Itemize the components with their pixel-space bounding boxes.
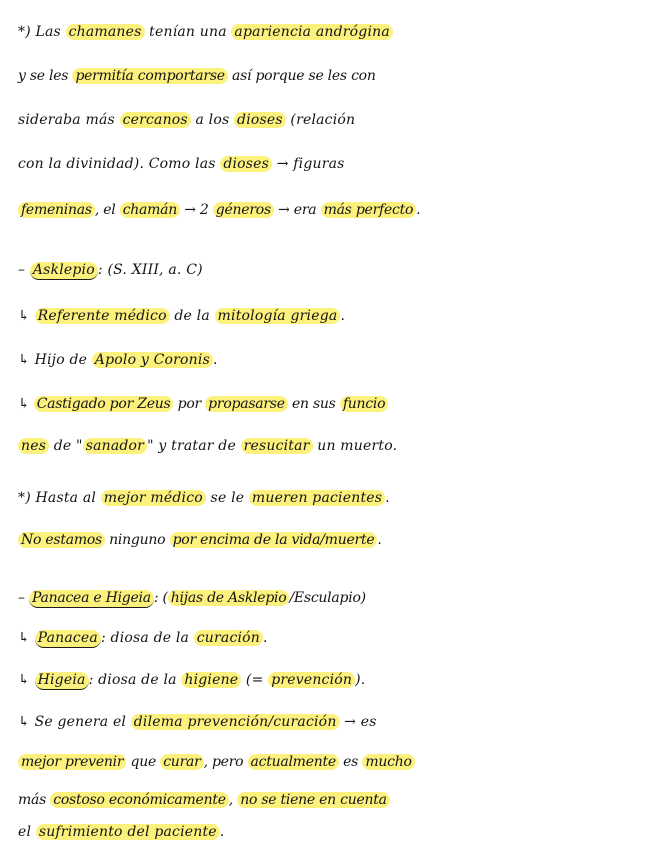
section-heading-asklepio bbox=[18, 250, 646, 290]
note-text: ↳ bbox=[18, 630, 35, 646]
note-text: , el bbox=[94, 202, 120, 218]
note-line bbox=[18, 296, 646, 336]
note-text: ↳ bbox=[18, 396, 34, 412]
highlighted-text: mejor prevenir bbox=[18, 754, 126, 770]
highlighted-text: chamán bbox=[120, 202, 180, 218]
highlighted-text: curación bbox=[194, 630, 263, 646]
note-text: ninguno bbox=[104, 532, 170, 548]
note-text: en sus bbox=[287, 396, 340, 412]
highlighted-text: no se tiene en cuenta bbox=[237, 792, 390, 808]
note-text: el bbox=[18, 824, 36, 840]
note-text: . bbox=[263, 630, 268, 646]
note-text: . bbox=[340, 308, 346, 324]
note-text: se le bbox=[205, 490, 249, 506]
note-line bbox=[18, 618, 646, 658]
note-text: que bbox=[126, 754, 161, 770]
note-text: → figuras bbox=[272, 156, 345, 172]
highlighted-text: sufrimiento del paciente bbox=[36, 824, 220, 840]
note-text: ↳ bbox=[18, 672, 35, 688]
highlighted-text: dioses bbox=[220, 156, 272, 172]
highlighted-text: costoso económicamente bbox=[50, 792, 229, 808]
note-text: es bbox=[338, 754, 363, 770]
highlighted-text: femeninas bbox=[18, 202, 95, 218]
note-text: /Esculapio) bbox=[289, 590, 366, 606]
note-text: tenían una bbox=[144, 24, 232, 40]
highlighted-text: dilema prevención/curación bbox=[131, 714, 340, 730]
note-text: de " bbox=[49, 438, 83, 454]
note-line bbox=[18, 478, 646, 518]
highlighted-text: mitología griega bbox=[215, 308, 341, 324]
note-line bbox=[18, 426, 646, 466]
note-line bbox=[18, 56, 646, 96]
highlighted-text: más perfecto bbox=[321, 202, 417, 218]
note-line bbox=[18, 520, 646, 560]
note-text: más bbox=[18, 792, 51, 808]
highlighted-text: nes bbox=[18, 438, 49, 454]
highlighted-text: permitía comportarse bbox=[72, 68, 227, 84]
note-text: ). bbox=[355, 672, 366, 688]
highlighted-text: higiene bbox=[181, 672, 241, 688]
section-heading-panacea-higeia bbox=[18, 578, 646, 618]
note-text: de la bbox=[169, 308, 215, 324]
note-text: . bbox=[416, 202, 421, 218]
note-line bbox=[18, 702, 646, 742]
highlighted-text: funcio bbox=[340, 396, 388, 412]
note-text: y se les bbox=[18, 68, 73, 84]
highlighted-text: mejor médico bbox=[101, 490, 206, 506]
highlighted-text: dioses bbox=[234, 112, 286, 128]
highlighted-text: propasarse bbox=[205, 396, 288, 412]
underlined-term: Panacea e Higeia bbox=[29, 590, 154, 608]
highlighted-text: prevención bbox=[268, 672, 355, 688]
note-text: por bbox=[173, 396, 206, 412]
note-line bbox=[18, 100, 646, 140]
note-text: *) Hasta al bbox=[18, 490, 101, 506]
note-line bbox=[18, 812, 646, 852]
highlighted-text: Apolo y Coronis bbox=[92, 352, 213, 368]
highlighted-text: hijas de Asklepio bbox=[168, 590, 290, 606]
note-text: . bbox=[212, 352, 218, 368]
note-text: " y tratar de bbox=[147, 438, 241, 454]
note-text: con la divinidad). Como las bbox=[18, 156, 221, 172]
note-text: ↳ bbox=[18, 308, 35, 324]
highlighted-text: cercanos bbox=[120, 112, 191, 128]
highlighted-text: apariencia andrógina bbox=[231, 24, 393, 40]
note-text: . bbox=[219, 824, 225, 840]
note-text: → era bbox=[273, 202, 321, 218]
highlighted-text: mueren pacientes bbox=[249, 490, 385, 506]
note-line bbox=[18, 144, 646, 184]
note-text: , pero bbox=[203, 754, 248, 770]
note-text: . bbox=[385, 490, 390, 506]
note-line bbox=[18, 742, 646, 782]
note-text: → es bbox=[339, 714, 377, 730]
highlighted-text: chamanes bbox=[66, 24, 145, 40]
note-text: → 2 bbox=[180, 202, 213, 218]
note-text: un muerto. bbox=[312, 438, 398, 454]
note-text: a los bbox=[190, 112, 235, 128]
note-line bbox=[18, 340, 646, 380]
note-line bbox=[18, 12, 646, 52]
highlighted-text: por encima de la vida/muerte bbox=[170, 532, 378, 548]
note-text: . bbox=[377, 532, 382, 548]
note-text: , bbox=[228, 792, 238, 808]
note-text: (= bbox=[241, 672, 269, 688]
underlined-term: Asklepio bbox=[30, 262, 98, 280]
note-text: : diosa de la bbox=[100, 630, 194, 646]
highlighted-text: resucitar bbox=[241, 438, 313, 454]
highlighted-text: Referente médico bbox=[35, 308, 170, 324]
underlined-term: Panacea bbox=[35, 630, 101, 648]
note-text: ↳ Hijo de bbox=[18, 352, 92, 368]
highlighted-text: curar bbox=[160, 754, 203, 770]
note-text: : (S. XIII, a. C) bbox=[97, 262, 203, 278]
note-line bbox=[18, 190, 646, 230]
note-text: : ( bbox=[153, 590, 168, 606]
note-text: *) Las bbox=[18, 24, 66, 40]
highlighted-text: No estamos bbox=[18, 532, 105, 548]
note-line bbox=[18, 384, 646, 424]
note-text: – bbox=[18, 262, 30, 278]
note-text: – bbox=[18, 590, 29, 606]
note-text: sideraba más bbox=[18, 112, 120, 128]
highlighted-text: actualmente bbox=[248, 754, 339, 770]
underlined-term: Higeia bbox=[35, 672, 89, 690]
note-line bbox=[18, 660, 646, 700]
note-text: así porque se les con bbox=[227, 68, 376, 84]
highlighted-text: mucho bbox=[362, 754, 414, 770]
highlighted-text: Castigado por Zeus bbox=[34, 396, 174, 412]
note-text: : diosa de la bbox=[88, 672, 182, 688]
note-text: (relación bbox=[285, 112, 356, 128]
highlighted-text: sanador bbox=[83, 438, 147, 454]
highlighted-text: géneros bbox=[213, 202, 274, 218]
note-text: ↳ Se genera el bbox=[18, 714, 131, 730]
